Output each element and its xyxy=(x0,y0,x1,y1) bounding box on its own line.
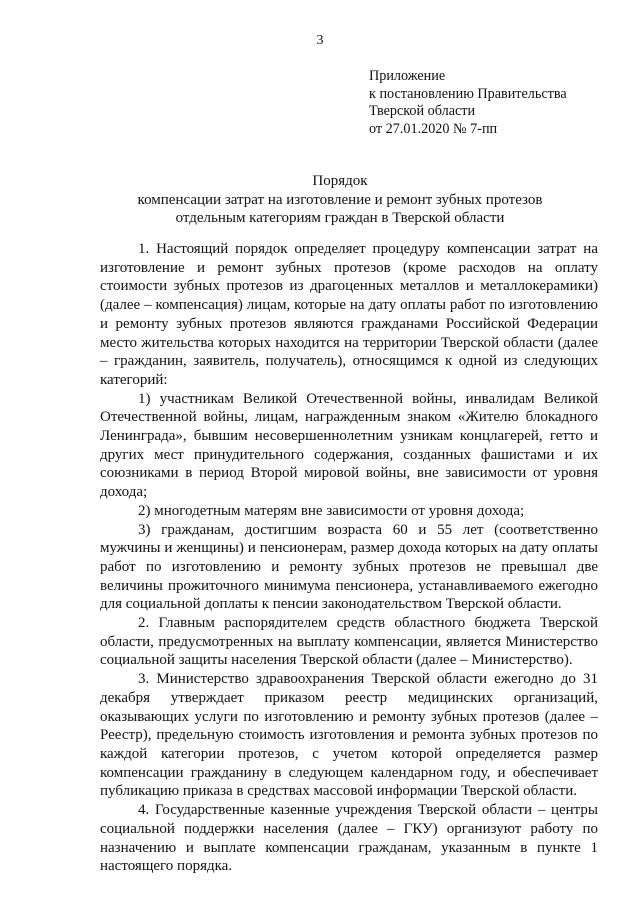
paragraph-3: 3. Министерство здравоохранения Тверской области ежегодно до 31 декабря утверждает приказом реестр медицинских организаций, оказывающих услуги по изготовлению и ремонту зубных протезов (далее – Реестр), предельную стоимость изготовления и ремонта зубных протезов по каждой категории протезов, с учетом которой определяется размер компенсации гражданину в следующем календарном году, и обеспечивает публикацию приказа в средствах массовой информации Тверской области. xyxy=(100,671,598,800)
paragraph-1-item-2: 2) многодетным матерям вне зависимости от уровня дохода; xyxy=(138,502,525,519)
document-title xyxy=(90,172,590,228)
paragraph-1: 1. Настоящий порядок определяет процедуру компенсации затрат на изготовление и ремонт зубных протезов (кроме расходов на оплату стоимости зубных протезов из драгоценных металлов и металлокерамики) (далее – компенсация) лицам, которые на дату оплаты работ по изготовлению и ремонту зубных протезов являются гражданами Российской Федерации место жительства которых находится на территории Тверской области (далее – гражданин, заявитель, получатель), относящимся к одной из следующих категорий: xyxy=(100,241,598,388)
appendix-line: Приложение xyxy=(369,68,446,84)
appendix-line: Тверской области xyxy=(369,103,476,120)
title-line: Порядок xyxy=(312,173,368,189)
page-number: 3 xyxy=(316,33,324,48)
appendix-block xyxy=(369,68,619,138)
document-body xyxy=(100,240,598,876)
title-line: компенсации затрат на изготовление и ремонт зубных протезов xyxy=(137,191,543,208)
paragraph-4: 4. Государственные казенные учреждения Тверской области – центры социальной поддержки населения (далее – ГКУ) организуют работу по назначению и выплате компенсации гражданам, указанным в пункте 1 настоящего порядка. xyxy=(100,802,598,875)
paragraph-1-item-1: 1) участникам Великой Отечественной войны, инвалидам Великой Отечественной войны, лицам, награжденным знаком «Жителю блокадного Ленинграда», бывшим несовершеннолетним узникам концлагерей, гетто и других мест принудительного содержания, созданных фашистами и их союзниками в период Второй мировой войны, вне зависимости от уровня дохода; xyxy=(100,390,598,501)
paragraph-1-item-3: 3) гражданам, достигшим возраста 60 и 55 лет (соответственно мужчины и женщины) и пенсионерам, размер дохода которых на дату оплаты работ по изготовлению и ремонту зубных протезов не превышал две величины прожиточного минимума пенсионера, устанавливаемого ежегодно для социальной доплаты к пенсии законодательством Тверской области. xyxy=(100,521,598,613)
appendix-line: от 27.01.2020 № 7-пп xyxy=(369,120,498,137)
paragraph-2: 2. Главным распорядителем средств областного бюджета Тверской области, предусмотренных на выплату компенсации, является Министерство социальной защиты населения Тверской области (далее – Министерство). xyxy=(100,615,598,669)
appendix-line: к постановлению Правительства xyxy=(369,85,567,102)
title-line: отдельным категориям граждан в Тверской области xyxy=(175,210,505,227)
